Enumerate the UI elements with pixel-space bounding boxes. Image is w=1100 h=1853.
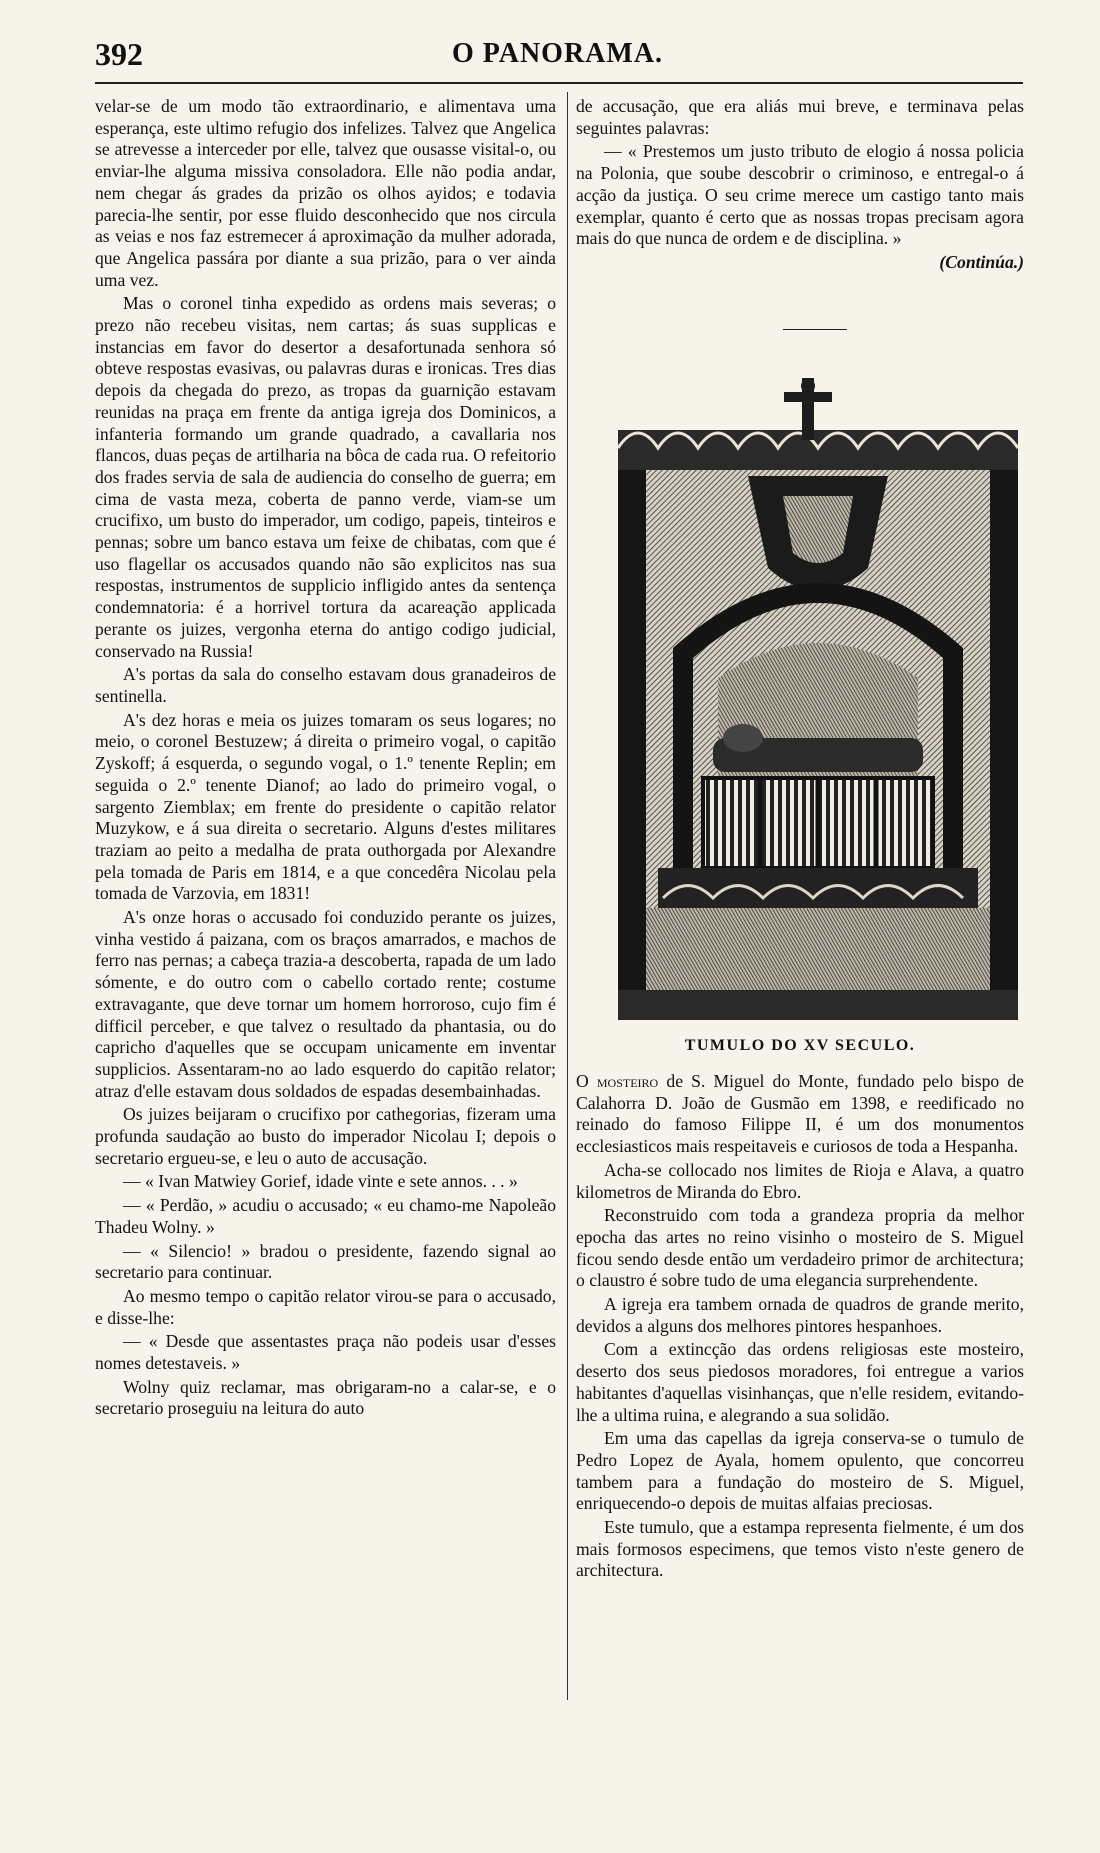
paragraph: Em uma das capellas da igreja conserva-se o tumulo de Pedro Lopez de Ayala, homem opulento, que concorreu tambem para a fundação do mosteiro de S. Miguel, enriquecendo-o depois de muitas alfaias preciosas. xyxy=(576,1428,1024,1514)
paragraph: Os juizes beijaram o crucifixo por cathegorias, fizeram uma profunda saudação ao busto do imperador Nicolau I; depois o secretario ergueu-se, e leu o auto de accusação. xyxy=(95,1104,556,1168)
paragraph: Mas o coronel tinha expedido as ordens mais severas; o prezo não recebeu visitas, nem cartas; ás suas supplicas e instancias em favor do desertor a desafortunada senhora só obteve respostas evasivas, ou palavras duras e ironicas. Tres dias depois da chegada do prezo, as tropas da guarnição estavam reunidas na praça em frente da antiga igreja dos Dominicos, a infanteria formando um grande quadrado, a cavallaria nos flancos, duas peças de artilharia na bôca de cada rua. O refeitorio dos frades servia de sala de audiencia do conselho de guerra; em cima de vasta meza, coberta de panno verde, viam-se um crucifixo, um busto do imperador, um codigo, papeis, tinteiros e pennas; sobre um banco estava um feixe de chibatas, com que é uso flagellar os accusados quando não são explicitos nas sua respostas, instrumentos de supplicio infligido antes da sentença condemnatoria: é a horrivel tortura da acareação applicada perante os juizes, vergonha eterna do antigo codigo judicial, conservado na Russia! xyxy=(95,293,556,661)
page-number: 392 xyxy=(95,36,143,72)
paragraph: de accusação, que era aliás mui breve, e terminava pelas seguintes palavras: xyxy=(576,96,1024,138)
tomb-engraving-image xyxy=(618,378,1018,1020)
paragraph: — « Desde que assentastes praça não podeis usar d'esses nomes detestaveis. » xyxy=(95,1331,556,1374)
left-column xyxy=(95,96,556,1422)
paragraph xyxy=(576,1071,1024,1158)
column-divider xyxy=(567,92,568,1700)
paragraph: — « Ivan Matwiey Gorief, idade vinte e sete annos. . . » xyxy=(123,1171,518,1192)
paragraph: — « Perdão, » acudiu o accusado; « eu chamo-me Napoleão Thadeu Wolny. » xyxy=(95,1195,556,1237)
paragraph: Wolny quiz reclamar, mas obrigaram-no a calar-se, e o secretario proseguiu na leitura do auto xyxy=(95,1376,556,1419)
paragraph: Com a extincção das ordens religiosas este mosteiro, deserto dos seus piedosos moradores, foi entregue a varios habitantes d'aquellas visinhanças, que n'elle residem, evitando-lhe a ultima ruina, e alegrando a sua solidão. xyxy=(576,1339,1024,1425)
continuation-note: (Continúa.) xyxy=(939,251,1024,272)
running-title: O PANORAMA. xyxy=(451,38,664,69)
paragraph: A's dez horas e meia os juizes tomaram os seus logares; no meio, o coronel Bestuzew; á direita o primeiro vogal, o capitão Zyskoff; á esquerda, o segundo vogal, o 1.º tenente Replin; em seguida o 2.º tenente Dianof; ao lado do primeiro vogal, o sargento Ziemblax; em frente do presidente o capitão relator Muzykow, e á sua direita o secretario. Alguns d'estes militares traziam ao peito a medalha de prata outhorgada por Alexandre pela tomada de Paris em 1814, e a que concedêra Nicolau pela tomada de Varzovia, em 1831! xyxy=(95,709,556,904)
paragraph-text: de S. Miguel do Monte, fundado pelo bispo de Calahorra D. João de Gusmão em 1398, e reedificado no reinado do famoso Filippe II, é um dos monumentos ecclesiasticos mais respeitaveis e curiosos de toda a Hespanha. xyxy=(576,1071,1024,1157)
paragraph: A's portas da sala do conselho estavam dous granadeiros de sentinella. xyxy=(95,664,556,706)
paragraph: Este tumulo, que a estampa representa fielmente, é um dos mais formosos especimens, que temos visto n'este genero de architectura. xyxy=(576,1517,1024,1581)
lead-word: O mosteiro xyxy=(576,1071,659,1091)
paragraph: Reconstruido com toda a grandeza propria da melhor epocha das artes no reino visinho o mosteiro de S. Miguel ficou sendo desde então um verdadeiro primor de architectura; o claustro é sobre tudo de uma elegancia surprehendente. xyxy=(576,1205,1024,1291)
paragraph: Ao mesmo tempo o capitão relator virou-se para o accusado, e disse-lhe: xyxy=(95,1285,556,1328)
section-rule xyxy=(783,329,847,330)
image-caption: TUMULO DO XV SECULO. xyxy=(684,1037,916,1054)
right-column-top xyxy=(576,96,1024,276)
page-header xyxy=(95,30,1020,82)
paragraph: A igreja era tambem ornada de quadros de grande merito, devidos a alguns dos melhores pintores hespanhoes. xyxy=(576,1294,1024,1336)
paragraph: — « Prestemos um justo tributo de elogio á nossa policia na Polonia, que soube descobrir o criminoso, e entregal-o á acção da justiça. O seu crime merece um castigo tanto mais exemplar, quanto é certo que as nossas tropas precisam agora mais do que nunca de ordem e de disciplina. » xyxy=(576,141,1024,249)
paragraph: A's onze horas o accusado foi conduzido perante os juizes, vinha vestido á paizana, com os braços amarrados, e machos de ferro nas pernas; a cabeça trazia-a descoberta, rapada de um lado sómente, e do outro com o cabello cortado rente; costume extravagante, que deve tornar um homem horroroso, cujo fim é difficil perceber, e que talvez o resultado da phantasia, ou do capricho d'aquelles que se occupam unicamente em inventar supplicios. Assentaram-no ao lado esquerdo do capitão relator; atraz d'elle estavam dous soldados de espadas desembainhadas. xyxy=(95,907,556,1101)
paragraph: Acha-se collocado nos limites de Rioja e Alava, a quatro kilometros de Miranda do Ebro. xyxy=(576,1159,1024,1202)
header-rule xyxy=(95,82,1023,84)
right-column-bottom xyxy=(576,1071,1024,1584)
paragraph: — « Silencio! » bradou o presidente, fazendo signal ao secretario para continuar. xyxy=(95,1240,556,1283)
paragraph: velar-se de um modo tão extraordinario, e alimentava uma esperança, este ultimo refugio dos infelizes. Talvez que Angelica se atrevesse a interceder por elle, talvez que ousasse visital-o, ou enviar-lhe alguma missiva consoladora. Elle não podia andar, nem chegar ás grades da prizão os olhos ayidos; e todavia parecia-lhe sentir, por esse fluido desconhecido que nos circula as veias e nos faz estremecer á aproximação da mulher adorada, que Angelica passára por diante a sua prizão, para o ver ainda uma vez. xyxy=(95,96,556,290)
